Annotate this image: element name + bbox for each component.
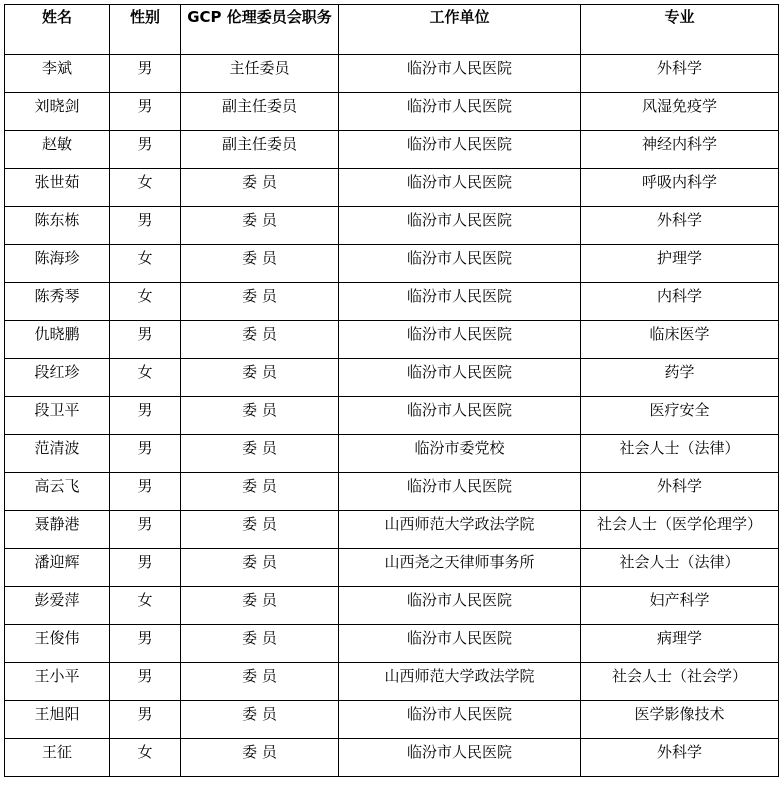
cell-workplace: 临汾市人民医院 <box>339 739 581 777</box>
cell-position: 委 员 <box>181 435 339 473</box>
table-row <box>5 587 779 625</box>
table-row <box>5 549 779 587</box>
cell-position: 委 员 <box>181 739 339 777</box>
cell-position: 委 员 <box>181 587 339 625</box>
cell-specialty: 外科学 <box>581 55 779 93</box>
cell-name: 聂静港 <box>5 511 110 549</box>
table-row <box>5 283 779 321</box>
cell-position: 委 员 <box>181 663 339 701</box>
cell-specialty: 妇产科学 <box>581 587 779 625</box>
cell-gender: 男 <box>110 549 181 587</box>
cell-specialty: 呼吸内科学 <box>581 169 779 207</box>
cell-position: 委 员 <box>181 169 339 207</box>
cell-specialty: 社会人士（医学伦理学） <box>581 511 779 549</box>
cell-specialty: 临床医学 <box>581 321 779 359</box>
table-header <box>5 5 779 55</box>
cell-position: 委 员 <box>181 549 339 587</box>
cell-name: 刘晓剑 <box>5 93 110 131</box>
cell-workplace: 临汾市人民医院 <box>339 283 581 321</box>
cell-position: 委 员 <box>181 283 339 321</box>
cell-specialty: 外科学 <box>581 207 779 245</box>
cell-position: 委 员 <box>181 625 339 663</box>
cell-workplace: 临汾市人民医院 <box>339 321 581 359</box>
cell-workplace: 临汾市人民医院 <box>339 55 581 93</box>
table-row <box>5 397 779 435</box>
cell-workplace: 山西尧之天律师事务所 <box>339 549 581 587</box>
cell-name: 王俊伟 <box>5 625 110 663</box>
cell-workplace: 临汾市人民医院 <box>339 93 581 131</box>
cell-name: 仇晓鹏 <box>5 321 110 359</box>
cell-workplace: 临汾市人民医院 <box>339 701 581 739</box>
cell-gender: 女 <box>110 739 181 777</box>
cell-specialty: 外科学 <box>581 739 779 777</box>
cell-specialty: 药学 <box>581 359 779 397</box>
cell-position: 委 员 <box>181 207 339 245</box>
cell-position: 委 员 <box>181 397 339 435</box>
cell-name: 王征 <box>5 739 110 777</box>
table-row <box>5 207 779 245</box>
cell-gender: 男 <box>110 131 181 169</box>
cell-gender: 女 <box>110 587 181 625</box>
table-row <box>5 625 779 663</box>
header-workplace: 工作单位 <box>339 5 581 55</box>
cell-gender: 女 <box>110 283 181 321</box>
cell-specialty: 医疗安全 <box>581 397 779 435</box>
cell-gender: 男 <box>110 473 181 511</box>
cell-name: 陈海珍 <box>5 245 110 283</box>
cell-name: 王小平 <box>5 663 110 701</box>
cell-gender: 男 <box>110 397 181 435</box>
cell-specialty: 医学影像技术 <box>581 701 779 739</box>
table-row <box>5 245 779 283</box>
cell-name: 赵敏 <box>5 131 110 169</box>
cell-workplace: 山西师范大学政法学院 <box>339 511 581 549</box>
cell-position: 副主任委员 <box>181 131 339 169</box>
table-row <box>5 131 779 169</box>
cell-specialty: 社会人士（法律） <box>581 435 779 473</box>
cell-specialty: 社会人士（社会学） <box>581 663 779 701</box>
cell-specialty: 外科学 <box>581 473 779 511</box>
cell-workplace: 临汾市人民医院 <box>339 397 581 435</box>
cell-gender: 男 <box>110 663 181 701</box>
table-row <box>5 55 779 93</box>
table-row <box>5 435 779 473</box>
cell-workplace: 临汾市人民医院 <box>339 131 581 169</box>
cell-name: 潘迎辉 <box>5 549 110 587</box>
cell-name: 高云飞 <box>5 473 110 511</box>
cell-workplace: 临汾市人民医院 <box>339 473 581 511</box>
cell-workplace: 临汾市人民医院 <box>339 169 581 207</box>
cell-position: 委 员 <box>181 701 339 739</box>
header-gender: 性别 <box>110 5 181 55</box>
committee-members-table <box>4 4 779 777</box>
cell-position: 委 员 <box>181 359 339 397</box>
header-name: 姓名 <box>5 5 110 55</box>
cell-name: 张世茹 <box>5 169 110 207</box>
cell-position: 委 员 <box>181 511 339 549</box>
cell-gender: 男 <box>110 93 181 131</box>
cell-gender: 男 <box>110 321 181 359</box>
committee-document <box>4 4 779 777</box>
cell-position: 副主任委员 <box>181 93 339 131</box>
cell-name: 王旭阳 <box>5 701 110 739</box>
cell-gender: 男 <box>110 435 181 473</box>
cell-name: 陈秀琴 <box>5 283 110 321</box>
table-row <box>5 701 779 739</box>
table-row <box>5 169 779 207</box>
table-row <box>5 739 779 777</box>
cell-name: 范清波 <box>5 435 110 473</box>
cell-gender: 女 <box>110 169 181 207</box>
cell-workplace: 临汾市委党校 <box>339 435 581 473</box>
table-row <box>5 321 779 359</box>
table-row <box>5 473 779 511</box>
header-row <box>5 5 779 55</box>
cell-gender: 男 <box>110 207 181 245</box>
cell-name: 段卫平 <box>5 397 110 435</box>
cell-gender: 女 <box>110 245 181 283</box>
cell-gender: 男 <box>110 55 181 93</box>
cell-specialty: 病理学 <box>581 625 779 663</box>
cell-position: 委 员 <box>181 473 339 511</box>
cell-gender: 女 <box>110 359 181 397</box>
header-position: GCP 伦理委员会职务 <box>181 5 339 55</box>
cell-gender: 男 <box>110 625 181 663</box>
cell-name: 彭爱萍 <box>5 587 110 625</box>
cell-position: 委 员 <box>181 245 339 283</box>
cell-workplace: 临汾市人民医院 <box>339 207 581 245</box>
cell-specialty: 社会人士（法律） <box>581 549 779 587</box>
cell-position: 主任委员 <box>181 55 339 93</box>
cell-workplace: 临汾市人民医院 <box>339 245 581 283</box>
cell-specialty: 护理学 <box>581 245 779 283</box>
cell-specialty: 风湿免疫学 <box>581 93 779 131</box>
table-row <box>5 359 779 397</box>
cell-workplace: 山西师范大学政法学院 <box>339 663 581 701</box>
cell-gender: 男 <box>110 511 181 549</box>
cell-position: 委 员 <box>181 321 339 359</box>
cell-name: 段红珍 <box>5 359 110 397</box>
cell-name: 陈东栋 <box>5 207 110 245</box>
table-row <box>5 511 779 549</box>
cell-specialty: 神经内科学 <box>581 131 779 169</box>
cell-workplace: 临汾市人民医院 <box>339 587 581 625</box>
table-row <box>5 663 779 701</box>
table-body <box>5 55 779 777</box>
header-specialty: 专业 <box>581 5 779 55</box>
cell-workplace: 临汾市人民医院 <box>339 359 581 397</box>
cell-specialty: 内科学 <box>581 283 779 321</box>
cell-workplace: 临汾市人民医院 <box>339 625 581 663</box>
cell-gender: 男 <box>110 701 181 739</box>
table-row <box>5 93 779 131</box>
cell-name: 李斌 <box>5 55 110 93</box>
